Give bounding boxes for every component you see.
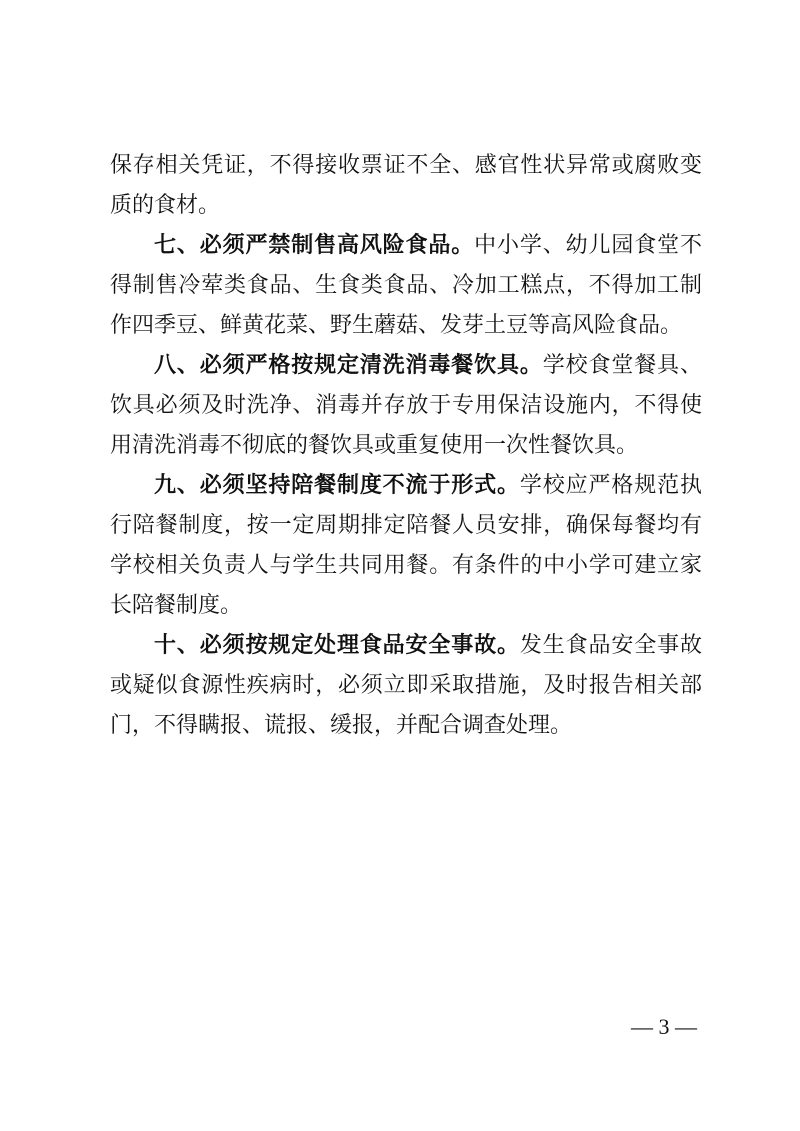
paragraph-heading: 十、必须按规定处理食品安全事故。 (154, 633, 520, 658)
document-body (110, 146, 702, 746)
paragraph-heading: 九、必须坚持陪餐制度不流于形式。 (154, 473, 520, 498)
paragraph-item-8 (110, 346, 702, 466)
paragraph-item-10 (110, 626, 702, 746)
paragraph-heading: 八、必须严格按规定清洗消毒餐饮具。 (154, 353, 543, 378)
paragraph-text: 发生食品安全事故或疑似食源性疾病时，必须立即采取措施，及时报告相关部门，不得瞒报、谎报、缓报，并配合调查处理。 (110, 633, 702, 738)
paragraph-item-7 (110, 226, 702, 346)
paragraph-text: 保存相关凭证，不得接收票证不全、感官性状异常或腐败变质的食材。 (110, 153, 702, 218)
paragraph-text: 中小学、幼儿园食堂不得制售冷荤类食品、生食类食品、冷加工糕点，不得加工制作四季豆、鲜黄花菜、野生蘑菇、发芽土豆等高风险食品。 (110, 233, 702, 338)
paragraph-text: 学校应严格规范执行陪餐制度，按一定周期排定陪餐人员安排，确保每餐均有学校相关负责人与学生共同用餐。有条件的中小学可建立家长陪餐制度。 (110, 473, 702, 618)
paragraph-continued (110, 146, 702, 226)
page-number: — 3 — (631, 1014, 697, 1039)
paragraph-heading: 七、必须严禁制售高风险食品。 (154, 233, 475, 258)
paragraph-text: 学校食堂餐具、饮具必须及时洗净、消毒并存放于专用保洁设施内，不得使用清洗消毒不彻底的餐饮具或重复使用一次性餐饮具。 (110, 353, 702, 458)
paragraph-item-9 (110, 466, 702, 626)
